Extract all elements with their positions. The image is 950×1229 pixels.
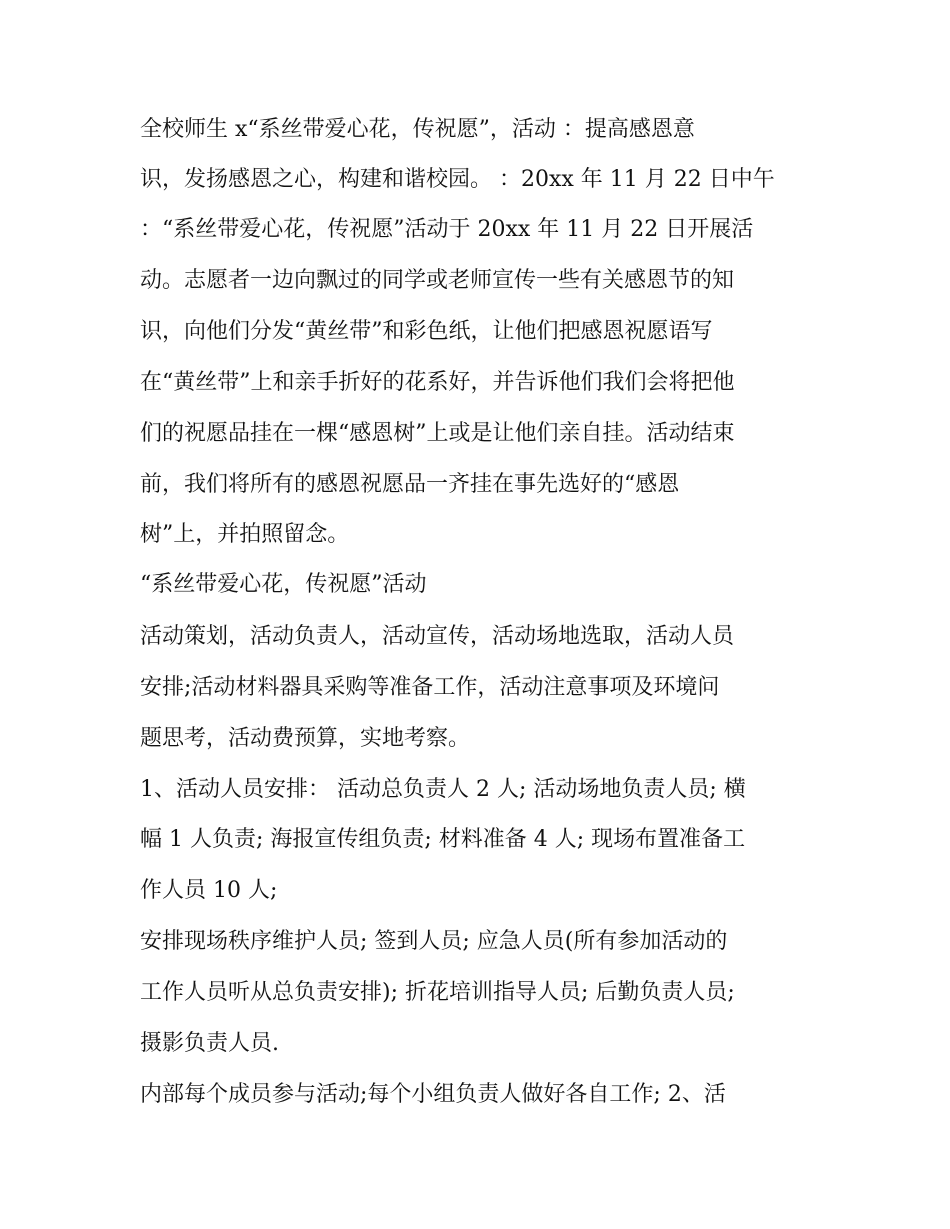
text-line-5: 识，向他们分发“黄丝带”和彩色纸，让他们把感恩祝愿语写 — [140, 319, 713, 344]
text-line-2: 识，发扬感恩之心，构建和谐校园。 ：20xx 年 11 月 22 日中午 — [140, 167, 775, 192]
text-line-13: 题思考，活动费预算，实地考察。 — [140, 726, 471, 751]
text-line-18: 工作人员听从总负责安排); 折花培训指导人员; 后勤负责人员; — [140, 980, 735, 1005]
text-line-11: 活动策划，活动负责人，活动宣传，活动场地选取，活动人员 — [140, 624, 735, 649]
text-line-9: 树”上，并拍照留念。 — [140, 522, 350, 547]
text-line-7: 们的祝愿品挂在一棵“感恩树”上或是让他们亲自挂。活动结束 — [140, 421, 735, 446]
text-line-4: 动。志愿者一边向飘过的同学或老师宣传一些有关感恩节的知 — [140, 268, 735, 293]
text-line-20: 内部每个成员参与活动;每个小组负责人做好各自工作; 2、活 — [140, 1082, 726, 1107]
text-line-16: 作人员 10 人; — [140, 878, 278, 903]
text-line-19: 摄影负责人员. — [140, 1031, 279, 1056]
text-line-12: 安排;活动材料器具采购等准备工作，活动注意事项及环境问 — [140, 675, 720, 700]
text-line-14: 1、活动人员安排： 活动总负责人 2 人; 活动场地负责人员; 横 — [140, 777, 746, 802]
text-line-17: 安排现场秩序维护人员; 签到人员; 应急人员(所有参加活动的 — [140, 929, 728, 954]
text-line-1: 全校师生 x“系丝带爱心花，传祝愿”，活动 ：提高感恩意 — [140, 117, 695, 142]
text-line-15: 幅 1 人负责; 海报宣传组负责; 材料准备 4 人; 现场布置准备工 — [140, 827, 746, 852]
section-heading: “系丝带爱心花，传祝愿”活动 — [140, 572, 427, 597]
text-line-6: 在“黄丝带”上和亲手折好的花系好，并告诉他们我们会将把他 — [140, 370, 735, 395]
text-line-3: ：“系丝带爱心花，传祝愿”活动于 20xx 年 11 月 22 日开展活 — [140, 217, 754, 242]
text-line-8: 前，我们将所有的感恩祝愿品一齐挂在事先选好的“感恩 — [140, 472, 680, 497]
